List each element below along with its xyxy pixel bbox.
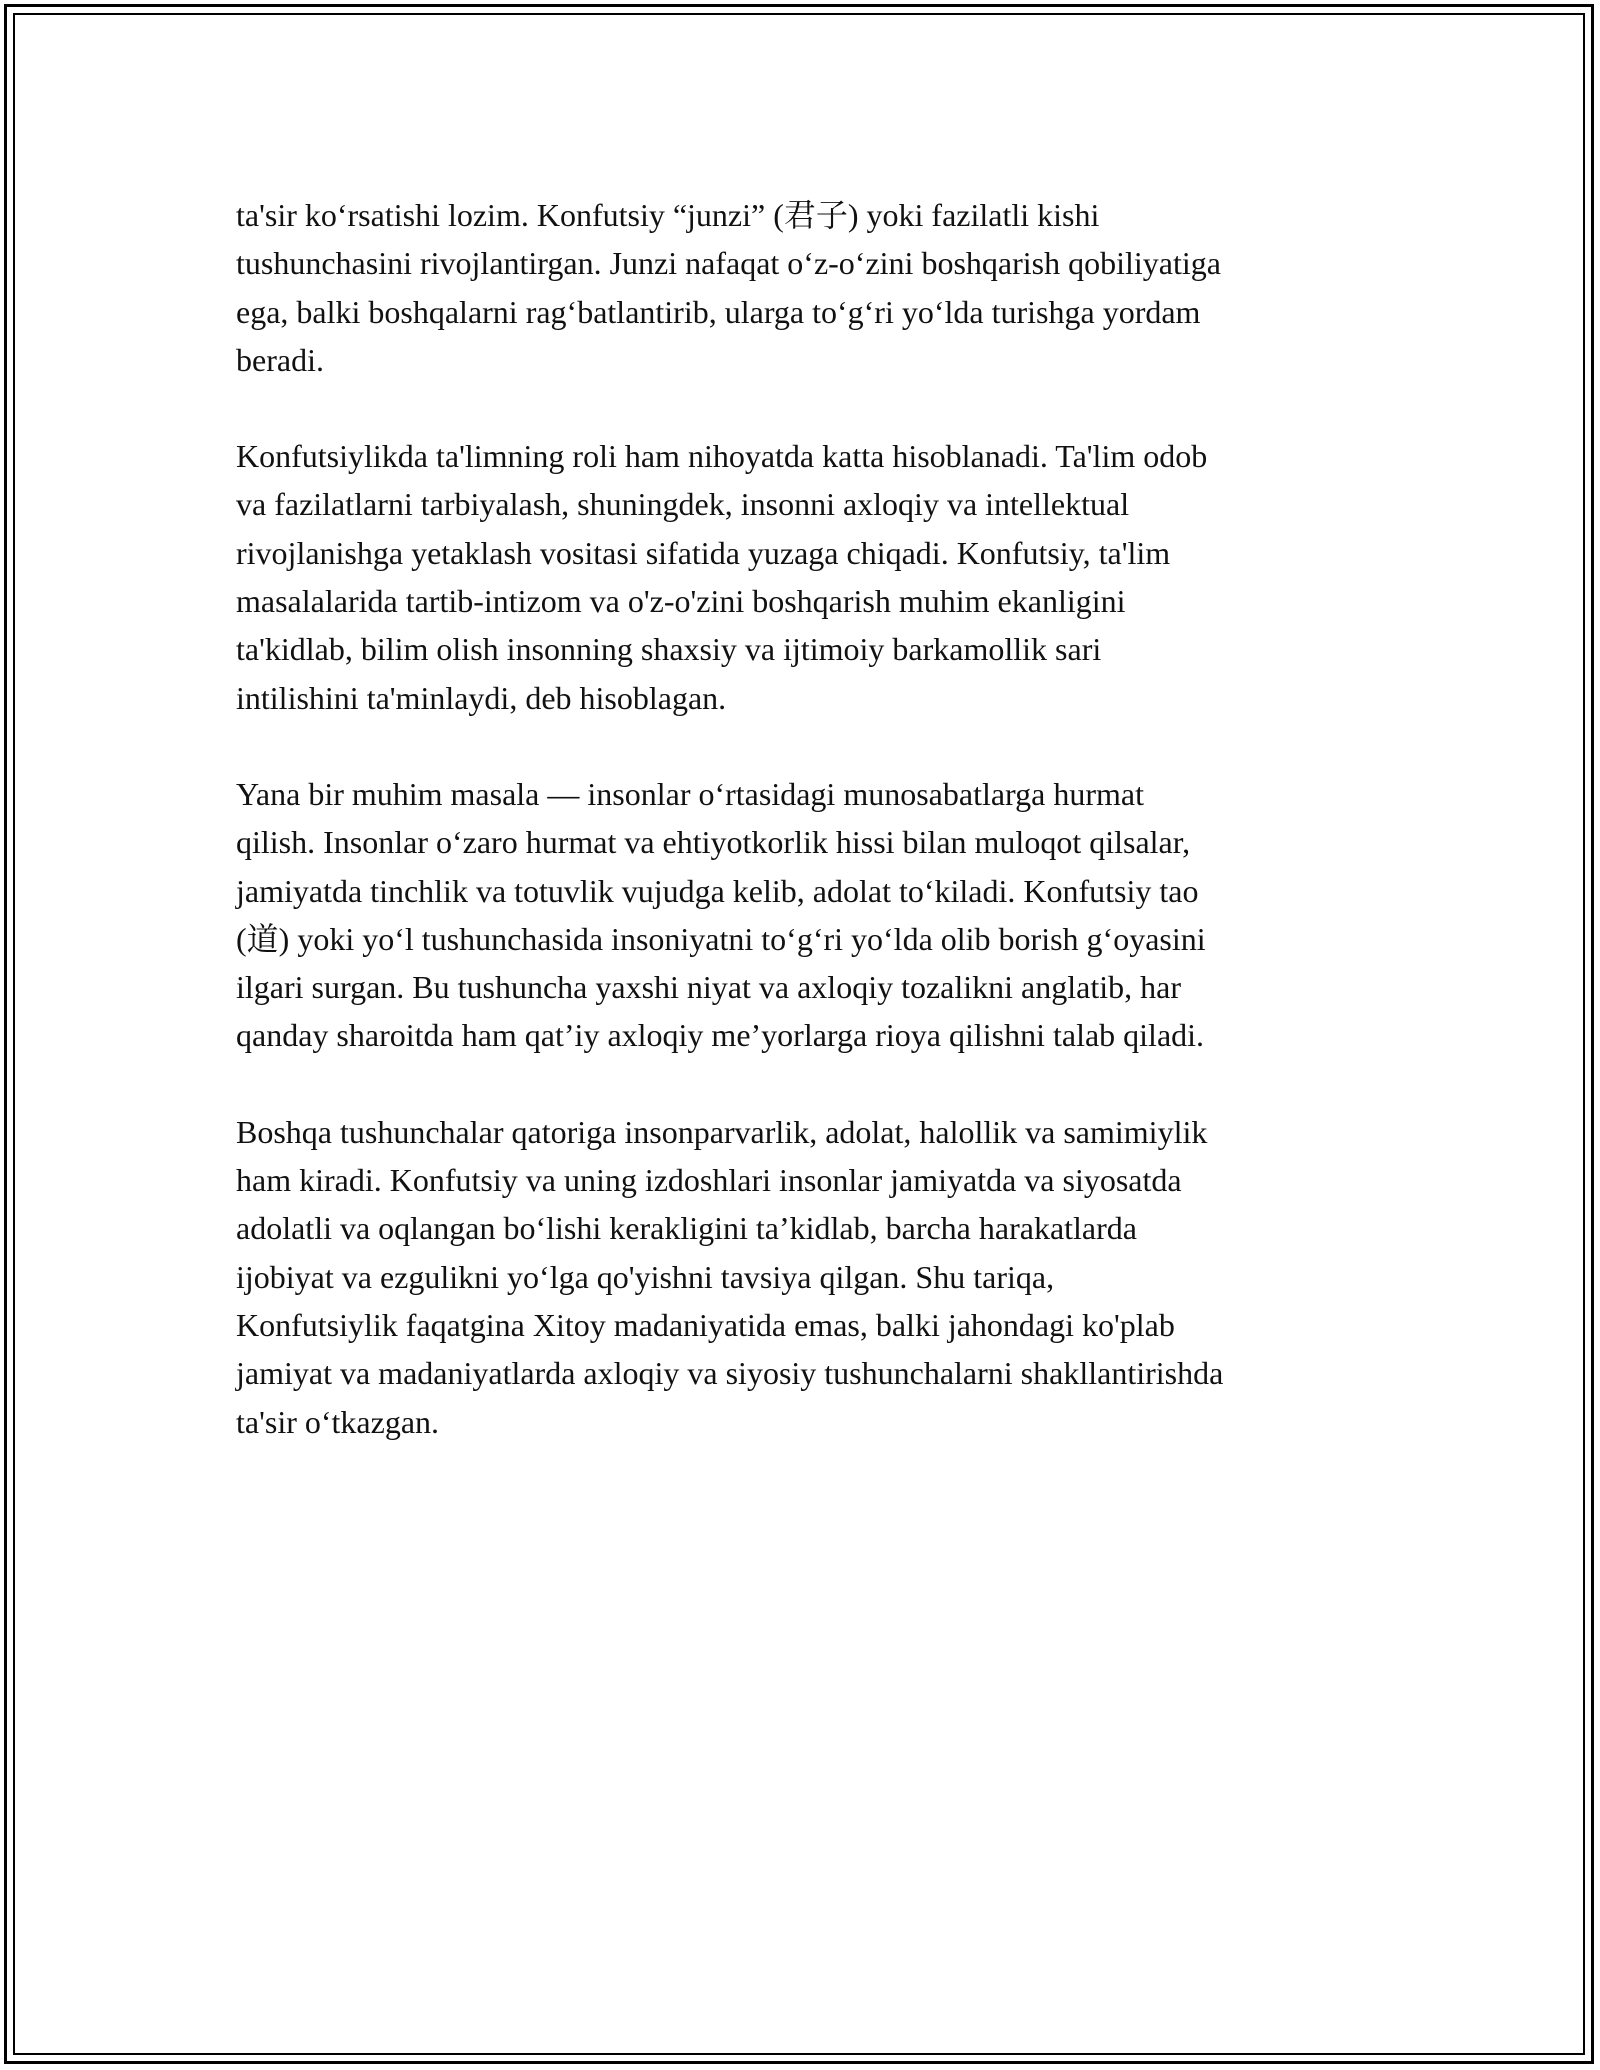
paragraph-line: Konfutsiylik faqatgina Xitoy madaniyatida emas, balki jahondagi ko'plab [236,1306,1175,1343]
paragraph-line: ta'kidlab, bilim olish insonning shaxsiy va ijtimoiy barkamollik sari [236,631,1102,668]
paragraph-line: jamiyat va madaniyatlarda axloqiy va siyosiy tushunchalarni shakllantirishda [236,1355,1224,1392]
paragraph-line: qilish. Insonlar oʻzaro hurmat va ehtiyotkorlik hissi bilan muloqot qilsalar, [236,824,1191,861]
paragraph-2 [236,432,1386,722]
paragraph-line: ta'sir koʻrsatishi lozim. Konfutsiy “junzi” (君子) yoki fazilatli kishi [236,197,1100,233]
paragraph-line: qanday sharoitda ham qat’iy axloqiy me’yorlarga rioya qilishni talab qiladi. [236,1017,1205,1054]
paragraph-line: adolatli va oqlangan boʻlishi kerakligini ta’kidlab, barcha harakatlarda [236,1210,1137,1247]
paragraph-line: jamiyatda tinchlik va totuvlik vujudga kelib, adolat toʻkiladi. Konfutsiy tao [236,872,1199,909]
paragraph-3 [236,770,1386,1060]
paragraph-line: masalalarida tartib-intizom va o'z-o'zini boshqarish muhim ekanligini [236,583,1126,620]
paragraph-line: ilgari surgan. Bu tushuncha yaxshi niyat va axloqiy tozalikni anglatib, har [236,969,1181,1006]
paragraph-line: ta'sir oʻtkazgan. [236,1403,440,1440]
paragraph-line: ijobiyat va ezgulikni yoʻlga qo'yishni tavsiya qilgan. Shu tariqa, [236,1258,1055,1295]
paragraph-line: rivojlanishga yetaklash vositasi sifatida yuzaga chiqadi. Konfutsiy, ta'lim [236,534,1171,571]
paragraph-line: Konfutsiylikda ta'limning roli ham nihoyatda katta hisoblanadi. Ta'lim odob [236,438,1208,475]
paragraph-line: (道) yoki yoʻl tushunchasida insoniyatni toʻgʻri yoʻlda olib borish gʻoyasini [236,920,1206,957]
paragraph-line: ham kiradi. Konfutsiy va uning izdoshlari insonlar jamiyatda va siyosatda [236,1162,1182,1199]
paragraph-4 [236,1108,1386,1446]
paragraph-line: Yana bir muhim masala — insonlar oʻrtasidagi munosabatlarga hurmat [236,775,1144,812]
paragraph-line: intilishini ta'minlaydi, deb hisoblagan. [236,679,727,716]
paragraph-line: va fazilatlarni tarbiyalash, shuningdek, insonni axloqiy va intellektual [236,486,1130,523]
paragraph-line: Boshqa tushunchalar qatoriga insonparvarlik, adolat, halollik va samimiylik [236,1113,1208,1150]
paragraph-1 [236,191,1386,384]
paragraph-line: ega, balki boshqalarni ragʻbatlantirib, ularga toʻgʻri yoʻlda turishga yordam [236,293,1201,330]
paragraph-line: beradi. [236,341,324,378]
paragraph-line: tushunchasini rivojlantirgan. Junzi nafaqat oʻz-oʻzini boshqarish qobiliyatiga [236,245,1221,282]
document-body [236,191,1386,1494]
